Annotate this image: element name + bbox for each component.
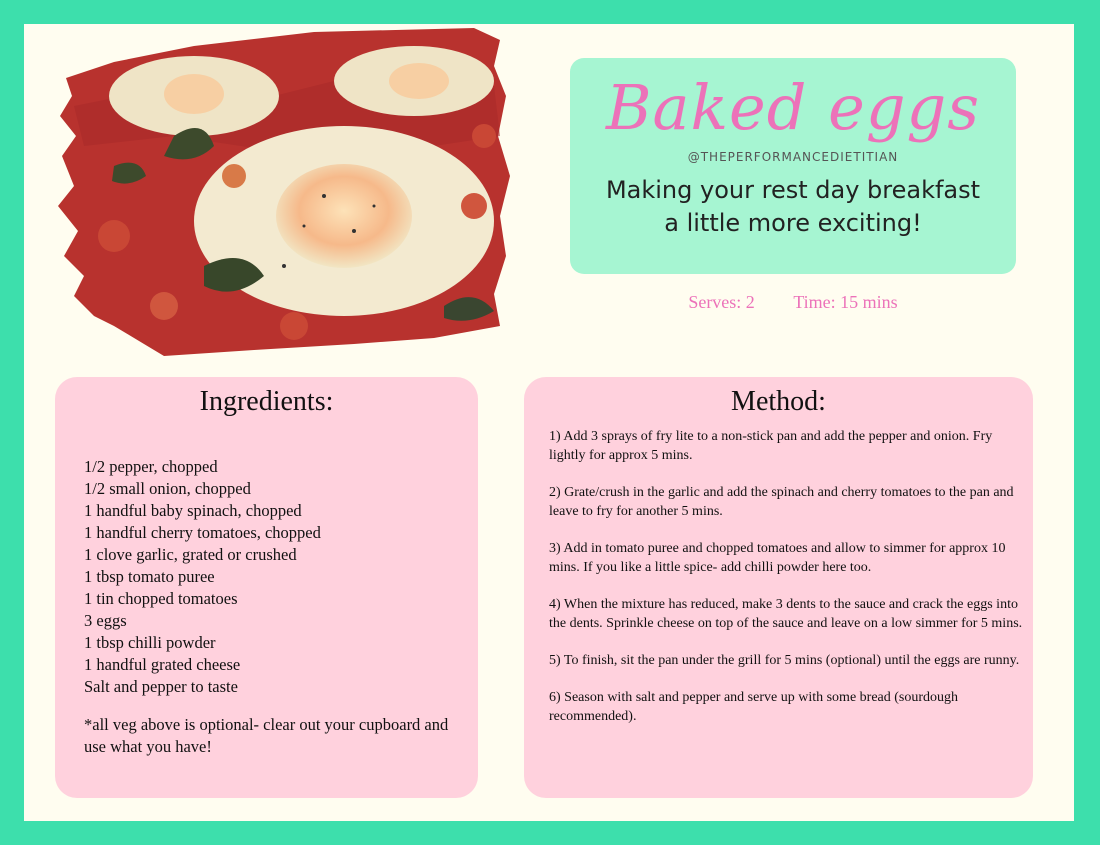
recipe-card: [24, 24, 1074, 821]
recipe-tagline: Making your rest day breakfast a little more exciting!: [605, 176, 981, 237]
ingredient-item: 1 handful cherry tomatoes, chopped: [84, 523, 321, 542]
ingredients-note: *all veg above is optional- clear out your cupboard and use what you have!: [84, 715, 449, 756]
ingredient-item: 1/2 small onion, chopped: [84, 479, 251, 498]
method-heading: Method:: [731, 386, 826, 417]
ingredient-item: 1/2 pepper, chopped: [84, 457, 218, 476]
method-step: 2) Grate/crush in the garlic and add the spinach and cherry tomatoes to the pan and leave to fry for another 5 mins.: [549, 485, 1014, 519]
ingredient-item: 1 handful grated cheese: [84, 655, 241, 674]
ingredient-item: 1 handful baby spinach, chopped: [84, 501, 302, 520]
ingredient-item: 1 tin chopped tomatoes: [84, 589, 238, 608]
method-step: 4) When the mixture has reduced, make 3 dents to the sauce and crack the eggs into the dents. Sprinkle cheese on top of the sauce and leave on a low simmer for 5 mins.: [549, 597, 1023, 631]
method-step: 1) Add 3 sprays of fry lite to a non-stick pan and add the pepper and onion. Fry lightly for approx 5 mins.: [549, 429, 993, 463]
ingredients-list: [55, 456, 478, 698]
ingredient-item: Salt and pepper to taste: [84, 677, 238, 696]
author-handle: @THEPERFORMANCEDIETITIAN: [687, 150, 899, 164]
ingredient-item: 1 tbsp chilli powder: [84, 633, 216, 652]
ingredients-panel: [55, 377, 478, 798]
time-label: Time: 15 mins: [793, 292, 898, 312]
method-panel: [524, 377, 1033, 798]
method-step: 3) Add in tomato puree and chopped tomatoes and allow to simmer for approx 10 mins. If you like a little spice- add chilli powder here too.: [549, 541, 1006, 575]
method-step: 6) Season with salt and pepper and serve up with some bread (sourdough recommended).: [549, 690, 959, 724]
recipe-title: Baked eggs: [605, 71, 981, 144]
ingredient-item: 1 clove garlic, grated or crushed: [84, 545, 297, 564]
title-panel: [570, 58, 1016, 274]
ingredient-item: 1 tbsp tomato puree: [84, 567, 215, 586]
ingredient-item: 3 eggs: [84, 611, 127, 630]
recipe-meta: [570, 292, 1016, 313]
method-steps: [524, 427, 1033, 726]
method-step: 5) To finish, sit the pan under the grill for 5 mins (optional) until the eggs are runny.: [549, 653, 1020, 668]
baked-eggs-photo: [54, 26, 510, 356]
serves-label: Serves: 2: [688, 292, 755, 312]
ingredients-heading: Ingredients:: [199, 386, 334, 417]
